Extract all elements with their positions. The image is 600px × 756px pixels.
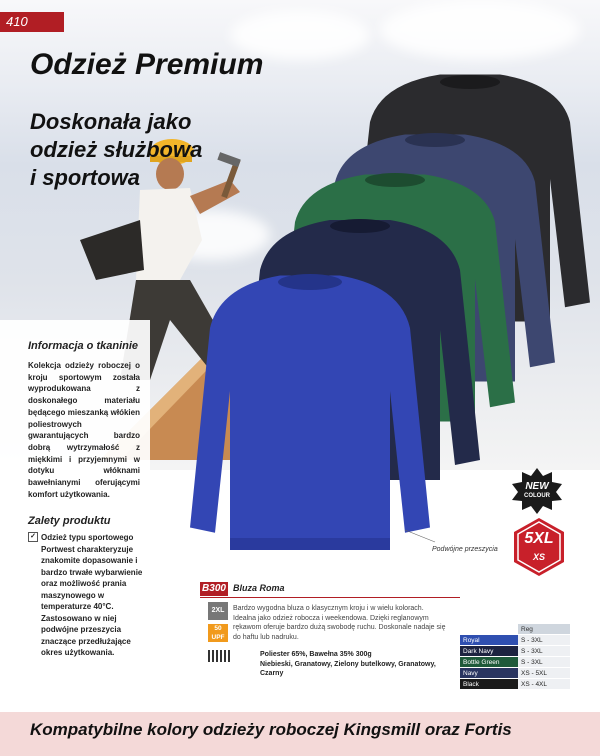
double-stitching-callout: Podwójne przeszycia bbox=[432, 546, 498, 553]
table-row bbox=[460, 657, 570, 668]
size-table bbox=[460, 624, 570, 690]
badge-xs-text: XS bbox=[532, 552, 545, 562]
product-code: B300 bbox=[200, 582, 228, 596]
cloud bbox=[380, 0, 580, 60]
fabric-info-heading: Informacja o tkaninie bbox=[28, 340, 139, 352]
table-row bbox=[460, 679, 570, 690]
footer-text: Kompatybilne kolory odzieży roboczej Kingsmill oraz Fortis bbox=[30, 720, 512, 739]
size-cell: XS - 4XL bbox=[518, 679, 570, 690]
table-row bbox=[460, 668, 570, 679]
size-cell: S - 3XL bbox=[518, 657, 570, 668]
table-row bbox=[460, 646, 570, 657]
color-cell: Black bbox=[460, 679, 518, 690]
benefits-heading: Zalety produktu bbox=[28, 515, 111, 527]
badge-colour-text: COLOUR bbox=[524, 493, 550, 499]
size-cell: S - 3XL bbox=[518, 646, 570, 657]
fabric-composition bbox=[260, 650, 450, 679]
checkbox-icon: ✓ bbox=[28, 532, 38, 542]
size-cell: XS - 5XL bbox=[518, 668, 570, 679]
fabric-swatch-icon bbox=[208, 650, 230, 662]
benefit-text: Odzież typu sportowego Portwest charakteryzuje znakomite dopasowanie i bardzo trwałe wybarwienie oraz możliwość prania maszynowego w temperaturze 40°C. Zastosowano w niej podwójne przeszycia znaczące przedłużające okres użytkowania. bbox=[41, 533, 143, 657]
sweater-royal bbox=[190, 276, 430, 549]
size-fit-icon: 2XL bbox=[208, 602, 228, 620]
page-title: Odzież Premium bbox=[30, 48, 264, 81]
page-number: 410 bbox=[0, 12, 64, 32]
upf-icon: 50 UPF bbox=[208, 624, 228, 642]
page-subtitle: Doskonała jako odzież służbowa i sportowa bbox=[30, 109, 203, 190]
badge-5xl-text: 5XL bbox=[524, 530, 554, 547]
table-row bbox=[460, 635, 570, 646]
color-cell: Bottle Green bbox=[460, 657, 518, 668]
color-cell: Navy bbox=[460, 668, 518, 679]
color-cell: Dark Navy bbox=[460, 646, 518, 657]
product-divider bbox=[200, 597, 460, 598]
benefit-item bbox=[28, 532, 146, 659]
product-name: Bluza Roma bbox=[233, 583, 285, 593]
size-range-badge bbox=[514, 518, 564, 576]
footer-banner bbox=[0, 712, 600, 756]
product-description: Bardzo wygodna bluza o klasycznym kroju i w wielu kolorach. Idealna jako odzież robocza i weekendowa. Dzięki reglanowym rękawom oferuje bardzo dużą swobodę ruchu. Doskonale nadaje się do haftu lub nadruku. bbox=[233, 605, 446, 641]
colors-text: Niebieski, Granatowy, Zielony butelkowy, Granatowy, Czarny bbox=[260, 660, 436, 677]
badge-new-text: NEW bbox=[525, 481, 549, 492]
color-cell: Royal bbox=[460, 635, 518, 646]
fabric-text: Poliester 65%, Bawełna 35% 300g bbox=[260, 651, 372, 658]
size-cell: S - 3XL bbox=[518, 635, 570, 646]
size-table-header: Reg bbox=[518, 624, 570, 635]
fabric-info-text: Kolekcja odzieży roboczej o kroju sportowym została wyprodukowana z doskonałego materiału będącego mieszanką włókien poliestrowych gwarantujących bardzo dobrą wytrzymałość z miękkimi i przyjemnymi w dotyku włóknami bawełnianymi oferującymi komfort użytkowania. bbox=[28, 361, 140, 499]
new-colour-badge bbox=[512, 468, 562, 514]
